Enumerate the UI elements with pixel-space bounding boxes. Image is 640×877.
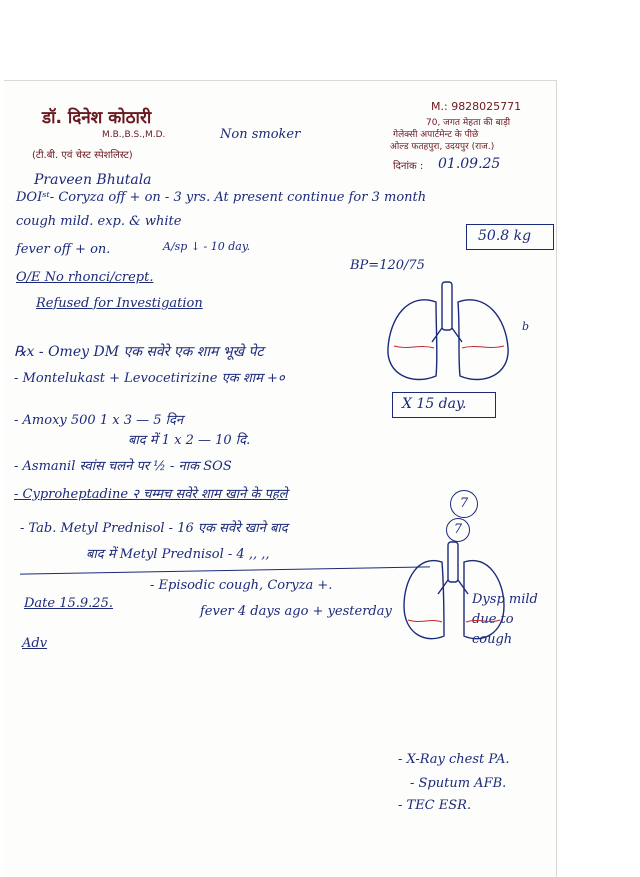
patient-name: Praveen Bhutala: [34, 172, 152, 188]
history-line-3b: A/sp ↓ - 10 day.: [163, 240, 251, 253]
visit-date: 01.09.25: [438, 156, 501, 172]
history-line-3: fever off + on.: [16, 242, 111, 257]
refused-investigation: Refused for Investigation: [36, 296, 203, 311]
medication-5: - Tab. Metyl Prednisol - 16 एक सवेरे खाने बाद: [20, 521, 288, 536]
doctor-degree: M.B.,B.S.,M.D.: [102, 130, 166, 140]
advice-label: Adv: [22, 636, 48, 651]
followup-line-1: - Episodic cough, Coryza +.: [150, 578, 333, 593]
patient-weight: 50.8 kg: [478, 228, 532, 244]
doctor-specialty: (टी.बी. एवं चेस्ट स्पेशलिस्ट): [32, 150, 133, 161]
followup-line-2: fever 4 days ago + yesterday: [200, 604, 392, 619]
order-tec-esr: - TEC ESR.: [398, 798, 472, 813]
clinic-address-line2: गेलेक्सी अपार्टमेन्ट के पीछे: [393, 130, 479, 140]
clinic-address-line3: ओल्ड फतहपुरा, उदयपुर (राज.): [390, 142, 495, 152]
clinic-phone: M.: 9828025771: [431, 100, 522, 113]
medication-4: - Cyproheptadine २ चम्मच सवेरे शाम खाने के पहले: [14, 487, 288, 502]
date-label: दिनांक :: [393, 161, 424, 172]
rx-line: ℞x - Omey DM एक सवेरे एक शाम भूखे पेट: [14, 344, 264, 360]
lungs-sketch-2: [400, 540, 510, 648]
history-line-2: cough mild. exp. & white: [16, 214, 182, 229]
followup-date: Date 15.9.25.: [24, 596, 113, 611]
order-xray: - X-Ray chest PA.: [398, 752, 510, 767]
medication-2: - Amoxy 500 1 x 3 — 5 दिन: [14, 413, 184, 428]
medication-6: बाद में Metyl Prednisol - 4 ,, ,,: [86, 547, 270, 562]
followup-line-3: Dysp mild due to cough: [472, 592, 538, 647]
order-sputum: - Sputum AFB.: [410, 776, 507, 791]
smoking-status: Non smoker: [220, 127, 301, 142]
duration-15-days: X 15 day.: [402, 396, 467, 412]
clinic-address-line1: 70, जगत मेहता की बाड़ी: [426, 118, 511, 128]
history-line-1: DOIˢᵗ- Coryza off + on - 3 yrs. At present continue for 3 month: [16, 190, 427, 205]
side-mark: b: [522, 320, 530, 333]
on-examination: O/E No rhonci/crept.: [16, 270, 154, 285]
medication-2b: बाद में 1 x 2 — 10 दि.: [128, 433, 251, 448]
doctor-name: डॉ. दिनेश कोठारी: [42, 108, 152, 128]
lungs-sketch-1: [382, 278, 516, 390]
med5-circled-count: 7: [450, 490, 478, 518]
blood-pressure: BP=120/75: [350, 258, 425, 273]
med6-circled-count: 7: [446, 518, 470, 542]
medication-1: - Montelukast + Levocetirizine एक शाम +०: [14, 371, 285, 386]
medication-3: - Asmanil स्वांस चलने पर ½ - नाक SOS: [14, 459, 232, 474]
